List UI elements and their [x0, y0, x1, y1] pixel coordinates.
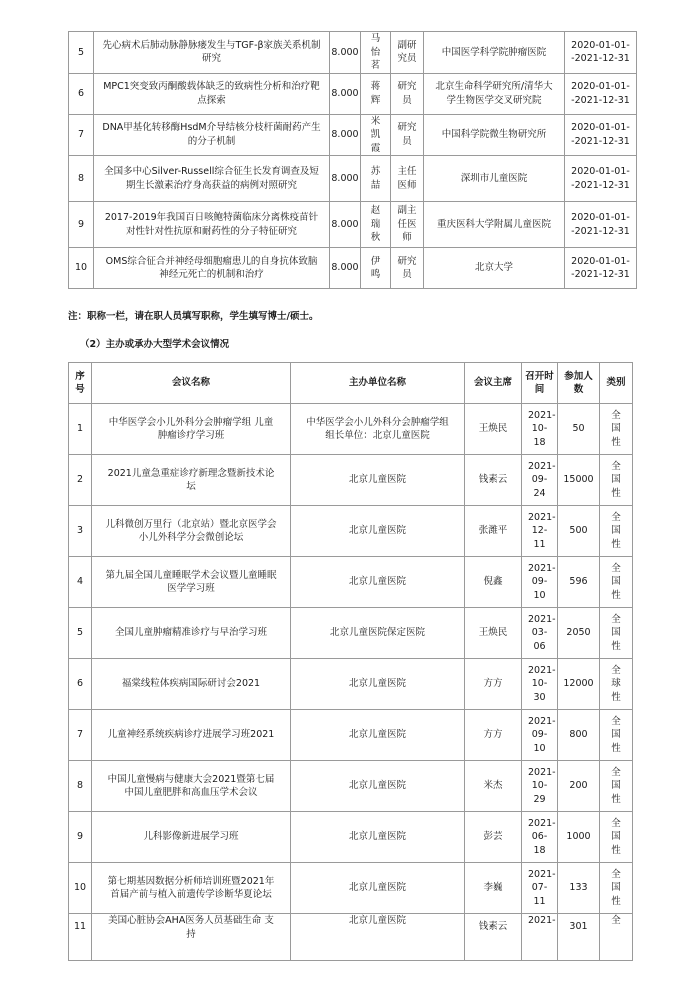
- project-institution: 北京生命科学研究所/清华大学生物医学交叉研究院: [424, 73, 565, 114]
- conference-row: [69, 863, 633, 914]
- conference-host: 北京儿童医院: [291, 761, 465, 812]
- conference-name: 第九届全国儿童睡眠学术会议暨儿童睡眠医学学习班: [92, 557, 291, 608]
- conference-name: 全国儿童肿瘤精准诊疗与早治学习班: [92, 608, 291, 659]
- conference-chair: 方方: [465, 710, 522, 761]
- conference-name: 儿科微创万里行（北京站）暨北京医学会小儿外科学分会微创论坛: [92, 506, 291, 557]
- project-period: 2020-01-01--2021-12-31: [565, 32, 637, 74]
- project-row: [69, 248, 637, 289]
- conference-no: 10: [69, 863, 92, 914]
- conference-date: 2021-: [522, 914, 558, 961]
- project-position: 副主任医师: [391, 202, 424, 248]
- conference-category: 全国性: [600, 557, 633, 608]
- project-institution: 深圳市儿童医院: [424, 156, 565, 202]
- conference-row: [69, 659, 633, 710]
- project-title: 2017-2019年我国百日咳鲍特菌临床分离株疫苗针对性针对性抗原和耐药性的分子特征研究: [94, 202, 330, 248]
- header-conference-name: 会议名称: [92, 363, 291, 404]
- header-count: 参加人数: [558, 363, 600, 404]
- conference-row: [69, 557, 633, 608]
- conference-date: 2021-07-11: [522, 863, 558, 914]
- project-row: [69, 73, 637, 114]
- conference-host: 北京儿童医院: [291, 863, 465, 914]
- project-funding: 8.000: [330, 114, 361, 156]
- conference-host: 北京儿童医院: [291, 557, 465, 608]
- conference-name: 福棠线粒体疾病国际研讨会2021: [92, 659, 291, 710]
- conference-date: 2021-09-10: [522, 710, 558, 761]
- project-leader-name: 米凯霞: [361, 114, 391, 156]
- conference-chair: 钱素云: [465, 914, 522, 961]
- project-funding: 8.000: [330, 32, 361, 74]
- project-institution: 中国科学院微生物研究所: [424, 114, 565, 156]
- research-projects-table: [68, 31, 637, 289]
- conference-host: 北京儿童医院: [291, 455, 465, 506]
- project-row: [69, 156, 637, 202]
- conference-category: 全国性: [600, 455, 633, 506]
- conference-date: 2021-09-10: [522, 557, 558, 608]
- conference-no: 1: [69, 404, 92, 455]
- conference-count: 15000: [558, 455, 600, 506]
- project-funding: 8.000: [330, 248, 361, 289]
- conference-name: 儿科影像新进展学习班: [92, 812, 291, 863]
- conference-category: 全: [600, 914, 633, 961]
- conference-name: 中华医学会小儿外科分会肿瘤学组 儿童肿瘤诊疗学习班: [92, 404, 291, 455]
- conference-chair: 王焕民: [465, 404, 522, 455]
- conference-chair: 米杰: [465, 761, 522, 812]
- project-position: 研究员: [391, 114, 424, 156]
- conference-name: 中国儿童慢病与健康大会2021暨第七届中国儿童肥胖和高血压学术会议: [92, 761, 291, 812]
- project-position: 主任医师: [391, 156, 424, 202]
- conference-category: 全国性: [600, 761, 633, 812]
- conference-no: 9: [69, 812, 92, 863]
- conference-no: 2: [69, 455, 92, 506]
- project-funding: 8.000: [330, 73, 361, 114]
- conference-date: 2021-09-24: [522, 455, 558, 506]
- project-period: 2020-01-01--2021-12-31: [565, 156, 637, 202]
- conference-no: 3: [69, 506, 92, 557]
- conference-count: 12000: [558, 659, 600, 710]
- conference-category: 全球性: [600, 659, 633, 710]
- project-no: 5: [69, 32, 94, 74]
- conference-row: [69, 914, 633, 961]
- conference-chair: 王焕民: [465, 608, 522, 659]
- project-title: MPC1突变致丙酮酸载体缺乏的致病性分析和治疗靶点探索: [94, 73, 330, 114]
- project-row: [69, 202, 637, 248]
- conference-name: 2021儿童急重症诊疗新理念暨新技术论坛: [92, 455, 291, 506]
- conference-chair: 李巍: [465, 863, 522, 914]
- header-category: 类别: [600, 363, 633, 404]
- project-period: 2020-01-01--2021-12-31: [565, 202, 637, 248]
- conference-no: 7: [69, 710, 92, 761]
- project-title: 全国多中心Silver-Russell综合征生长发育调查及短期生长激素治疗身高获益的病例对照研究: [94, 156, 330, 202]
- conference-host: 中华医学会小儿外科分会肿瘤学组 组长单位：北京儿童医院: [291, 404, 465, 455]
- conference-date: 2021-12-11: [522, 506, 558, 557]
- conference-category: 全国性: [600, 812, 633, 863]
- conference-count: 500: [558, 506, 600, 557]
- project-row: [69, 32, 637, 74]
- project-leader-name: 伊鸣: [361, 248, 391, 289]
- project-title: OMS综合征合并神经母细胞瘤患儿的自身抗体致脑神经元死亡的机制和治疗: [94, 248, 330, 289]
- conferences-header-row: [69, 363, 633, 404]
- conference-count: 596: [558, 557, 600, 608]
- project-period: 2020-01-01--2021-12-31: [565, 73, 637, 114]
- conference-count: 200: [558, 761, 600, 812]
- project-institution: 重庆医科大学附属儿童医院: [424, 202, 565, 248]
- header-host: 主办单位名称: [291, 363, 465, 404]
- project-period: 2020-01-01--2021-12-31: [565, 114, 637, 156]
- conference-count: 50: [558, 404, 600, 455]
- conference-row: [69, 710, 633, 761]
- project-institution: 中国医学科学院肿瘤医院: [424, 32, 565, 74]
- project-title: 先心病术后肺动脉静脉瘘发生与TGF-β家族关系机制研究: [94, 32, 330, 74]
- conference-row: [69, 506, 633, 557]
- conferences-table: [68, 362, 633, 961]
- project-leader-name: 蒋辉: [361, 73, 391, 114]
- project-position: 研究员: [391, 73, 424, 114]
- project-funding: 8.000: [330, 202, 361, 248]
- conference-no: 4: [69, 557, 92, 608]
- conference-category: 全国性: [600, 710, 633, 761]
- conference-host: 北京儿童医院保定医院: [291, 608, 465, 659]
- conference-no: 11: [69, 914, 92, 961]
- conference-chair: 钱素云: [465, 455, 522, 506]
- project-row: [69, 114, 637, 156]
- project-position: 研究员: [391, 248, 424, 289]
- project-leader-name: 马怡茗: [361, 32, 391, 74]
- conference-date: 2021-06-18: [522, 812, 558, 863]
- project-leader-name: 苏喆: [361, 156, 391, 202]
- header-date: 召开时间: [522, 363, 558, 404]
- conference-host: 北京儿童医院: [291, 710, 465, 761]
- conference-name: 第七期基因数据分析师培训班暨2021年首届产前与植入前遗传学诊断华夏论坛: [92, 863, 291, 914]
- conference-date: 2021-10-18: [522, 404, 558, 455]
- conference-category: 全国性: [600, 863, 633, 914]
- conference-host: 北京儿童医院: [291, 812, 465, 863]
- project-period: 2020-01-01--2021-12-31: [565, 248, 637, 289]
- header-chair: 会议主席: [465, 363, 522, 404]
- project-no: 9: [69, 202, 94, 248]
- conference-category: 全国性: [600, 506, 633, 557]
- conference-row: [69, 761, 633, 812]
- conference-count: 301: [558, 914, 600, 961]
- project-no: 10: [69, 248, 94, 289]
- conference-no: 5: [69, 608, 92, 659]
- conference-host: 北京儿童医院: [291, 914, 465, 961]
- conference-row: [69, 812, 633, 863]
- conference-chair: 方方: [465, 659, 522, 710]
- conference-count: 800: [558, 710, 600, 761]
- conference-chair: 倪鑫: [465, 557, 522, 608]
- conference-count: 2050: [558, 608, 600, 659]
- conference-category: 全国性: [600, 608, 633, 659]
- conference-name: 美国心脏协会AHA医务人员基础生命 支持: [92, 914, 291, 961]
- project-leader-name: 赵瑞秋: [361, 202, 391, 248]
- project-institution: 北京大学: [424, 248, 565, 289]
- conference-no: 6: [69, 659, 92, 710]
- conference-row: [69, 455, 633, 506]
- project-no: 7: [69, 114, 94, 156]
- header-no: 序号: [69, 363, 92, 404]
- section-title: （2）主办或承办大型学术会议情况: [80, 339, 230, 350]
- conference-count: 1000: [558, 812, 600, 863]
- project-no: 6: [69, 73, 94, 114]
- project-position: 副研究员: [391, 32, 424, 74]
- conference-date: 2021-10-29: [522, 761, 558, 812]
- conference-chair: 彭芸: [465, 812, 522, 863]
- conference-host: 北京儿童医院: [291, 506, 465, 557]
- conference-row: [69, 608, 633, 659]
- conference-count: 133: [558, 863, 600, 914]
- project-no: 8: [69, 156, 94, 202]
- project-funding: 8.000: [330, 156, 361, 202]
- conference-no: 8: [69, 761, 92, 812]
- conference-date: 2021-10-30: [522, 659, 558, 710]
- conference-category: 全国性: [600, 404, 633, 455]
- conference-host: 北京儿童医院: [291, 659, 465, 710]
- table-note: 注：职称一栏，请在职人员填写职称，学生填写博士/硕士。: [68, 311, 319, 322]
- conference-row: [69, 404, 633, 455]
- conference-date: 2021-03-06: [522, 608, 558, 659]
- project-title: DNA甲基化转移酶HsdM介导结核分枝杆菌耐药产生的分子机制: [94, 114, 330, 156]
- conference-name: 儿童神经系统疾病诊疗进展学习班2021: [92, 710, 291, 761]
- conference-chair: 张潍平: [465, 506, 522, 557]
